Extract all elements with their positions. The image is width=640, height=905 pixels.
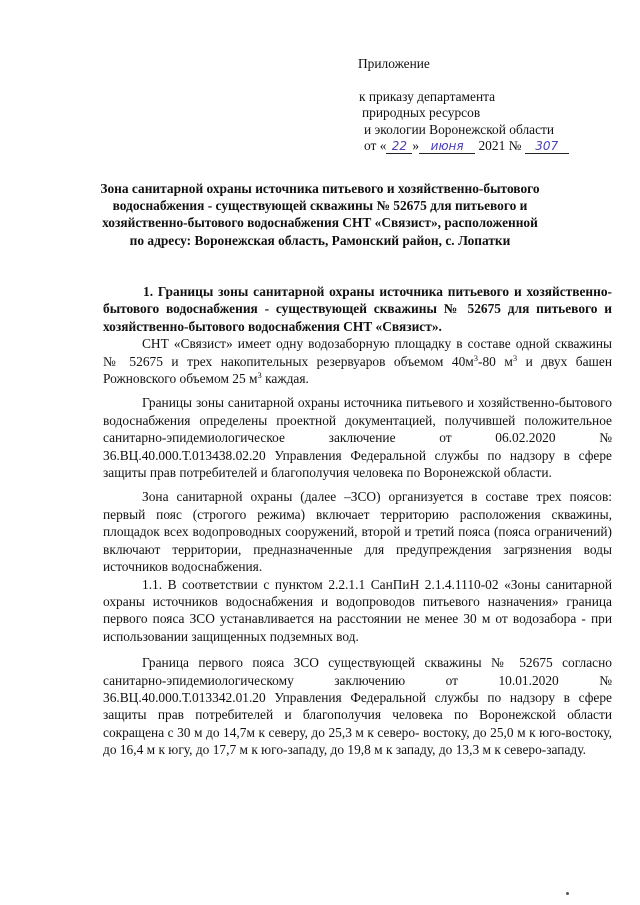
handwritten-day: 22 (386, 140, 412, 154)
date-mid: » (412, 138, 420, 154)
handwritten-number: 307 (525, 140, 569, 154)
appendix-block (358, 56, 628, 155)
handwritten-month: июня (419, 140, 475, 154)
appendix-line-order: к приказу департамента (359, 88, 496, 104)
paragraph-water-intake: СНТ «Связист» имеет одну водозаборную площадку в составе одной скважины № 52675 и трех накопительных резервуаров объемом $40м^3-80$ $м^3$ и двух башен Рожновского объемом 25 $м^3$ каждая. (103, 336, 612, 387)
date-year: 2021 № (478, 138, 522, 154)
appendix-line-region: и экологии Воронежской области (364, 121, 555, 137)
document-title: Зона санитарной охраны источника питьевого и хозяйственно-бытового водоснабжения - существующей скважины № 52675 для питьевого и хозяйственно-бытового водоснабжения СНТ «Связист», расположенной по адресу: Воронежская область, Рамонский район, с. Лопатки (100, 181, 540, 248)
date-prefix: от « (364, 138, 387, 154)
paragraph-boundaries: Границы зоны санитарной охраны источника питьевого и хозяйственно-бытового водоснабжения определены проектной документацией, получившей положительное санитарно-эпидемиологическое заключение от 06.02.2020 № 36.ВЦ.40.000.Т.013438.02.20 Управления Федеральной службы по надзору в сфере защиты прав потребителей и благополучия человека по Воронежской области. (103, 395, 612, 481)
scan-speck (566, 892, 569, 895)
appendix-label: Приложение (358, 56, 430, 71)
document-body (103, 283, 612, 759)
paragraph-zone-belts: Зона санитарной охраны (далее –ЗСО) организуется в составе трех поясов: первый пояс (строгого режима) включает территорию расположения скважины, площадок всех водопроводных сооружений, второй и третий пояса (пояса ограничений) включают территории, предназначенные для предупреждения загрязнения воды источников водоснабжения. (103, 489, 612, 575)
appendix-line-department: природных ресурсов (362, 105, 481, 121)
paragraph-sanpin: 1.1. В соответствии с пунктом 2.2.1.1 СанПиН 2.1.4.1110-02 «Зоны санитарной охраны источников водоснабжения и водопроводов питьевого назначения» граница первого пояса ЗСО устанавливается на расстоянии не менее 30 м от водозабора - при использовании защищенных подземных вод. (103, 576, 612, 644)
appendix-date-line (358, 138, 628, 155)
paragraph-first-belt: Граница первого пояса ЗСО существующей скважины № 52675 согласно санитарно-эпидемиологическому заключению от 10.01.2020 № 36.ВЦ.40.000.Т.013342.01.20 Управления Федеральной службы по надзору в сфере защиты прав потребителей и благополучия человека по Воронежской области сокращена с 30 м до 14,7м к северу, до 25,3 м к северо- востоку, до 25,0 м к юго-востоку, до 16,4 м к югу, до 17,7 м к юго-западу, до 19,8 м к западу, до 13,3 м к северо-западу. (103, 655, 612, 758)
section-heading: 1. Границы зоны санитарной охраны источника питьевого и хозяйственно-бытового водоснабжения - существующей скважины № 52675 для питьевого и хозяйственно-бытового водоснабжения СНТ «Связист». (103, 284, 612, 334)
